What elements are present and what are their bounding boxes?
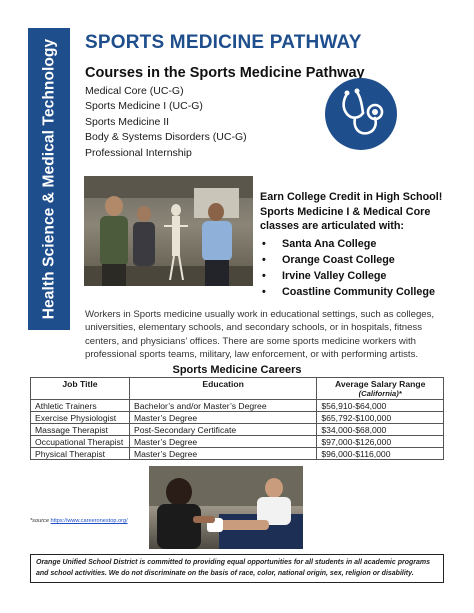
cell-job: Exercise Physiologist xyxy=(31,412,130,424)
therapy-photo-graphic xyxy=(149,466,303,549)
source-label: *source xyxy=(30,518,49,524)
courses-subtitle: Courses in the Sports Medicine Pathway xyxy=(85,65,365,81)
college-item xyxy=(260,268,460,284)
side-banner xyxy=(28,28,70,330)
cell-education: Master’s Degree xyxy=(129,436,316,448)
bullet-icon: • xyxy=(262,270,266,283)
table-row xyxy=(31,424,444,436)
college-credit-heading: Earn College Credit in High School! Sports Medicine I & Medical Core classes are articulated with: xyxy=(260,191,443,233)
cell-education: Bachelor’s and/or Master’s Degree xyxy=(129,400,316,412)
header-job-title: Job Title xyxy=(31,378,130,400)
table-row xyxy=(31,436,444,448)
college-name: Santa Ana College xyxy=(282,237,377,250)
careers-table xyxy=(30,377,444,460)
college-name: Irvine Valley College xyxy=(282,270,387,283)
cell-job: Occupational Therapist xyxy=(31,436,130,448)
stethoscope-icon-graphic xyxy=(325,78,397,150)
cell-job: Massage Therapist xyxy=(31,424,130,436)
table-row xyxy=(31,448,444,460)
classroom-photo-graphic xyxy=(84,176,253,286)
header-education: Education xyxy=(129,378,316,400)
course-item: Body & Systems Disorders (UC-G) xyxy=(85,131,247,144)
cell-salary: $65,792-$100,000 xyxy=(317,412,444,424)
nondiscrimination-footer: Orange Unified School District is committed to providing equal opportunities for all students in all academic programs and school activities. We do not discriminate on the basis of race, color, national origin, sex, religion or disability. xyxy=(30,554,444,583)
course-item: Sports Medicine I (UC-G) xyxy=(85,100,203,113)
course-item: Medical Core (UC-G) xyxy=(85,85,184,97)
college-name: Orange Coast College xyxy=(282,253,395,266)
source-link[interactable]: https://www.careeronestop.org/ xyxy=(50,518,128,524)
cell-salary: $56,910-$64,000 xyxy=(317,400,444,412)
college-list xyxy=(260,236,460,301)
careers-title: Sports Medicine Careers xyxy=(172,364,302,376)
college-credit-box xyxy=(260,190,460,301)
course-list xyxy=(85,84,247,161)
cell-salary: $97,000-$126,000 xyxy=(317,436,444,448)
course-item: Sports Medicine II xyxy=(85,115,170,128)
page-title: SPORTS MEDICINE PATHWAY xyxy=(85,32,362,53)
classroom-photo xyxy=(84,176,253,286)
header-salary xyxy=(317,378,444,400)
cell-salary: $34,000-$68,000 xyxy=(317,424,444,436)
header-salary-label: Average Salary Range xyxy=(334,379,426,389)
cell-education: Master’s Degree xyxy=(129,448,316,460)
table-row xyxy=(31,412,444,424)
college-item xyxy=(260,252,460,268)
bullet-icon: • xyxy=(262,237,266,250)
college-item xyxy=(260,284,460,300)
stethoscope-icon xyxy=(325,78,397,150)
table-row xyxy=(31,400,444,412)
table-header-row xyxy=(31,378,444,400)
description-paragraph: Workers in Sports medicine usually work in educational settings, such as colleges, universities, elementary schools, and secondary schools, or in hospitals, fitness centers, and physicians’ offices. There are some sports medicine workers with professional sports teams, military, law enforcement, or with performing artists. xyxy=(85,309,435,361)
cell-education: Post-Secondary Certificate xyxy=(129,424,316,436)
course-item: Professional Internship xyxy=(85,146,192,159)
therapy-photo xyxy=(149,466,303,549)
bullet-icon: • xyxy=(262,286,266,299)
bullet-icon: • xyxy=(262,253,266,266)
side-banner-text: Health Science & Medical Technology xyxy=(40,38,57,320)
cell-salary: $96,000-$116,000 xyxy=(317,448,444,460)
cell-education: Master’s Degree xyxy=(129,412,316,424)
cell-job: Physical Therapist xyxy=(31,448,130,460)
college-name: Coastline Community College xyxy=(282,286,435,299)
source-note xyxy=(30,518,128,524)
college-item xyxy=(260,236,460,252)
cell-job: Athletic Trainers xyxy=(31,400,130,412)
header-salary-sub: (California)* xyxy=(358,389,402,398)
